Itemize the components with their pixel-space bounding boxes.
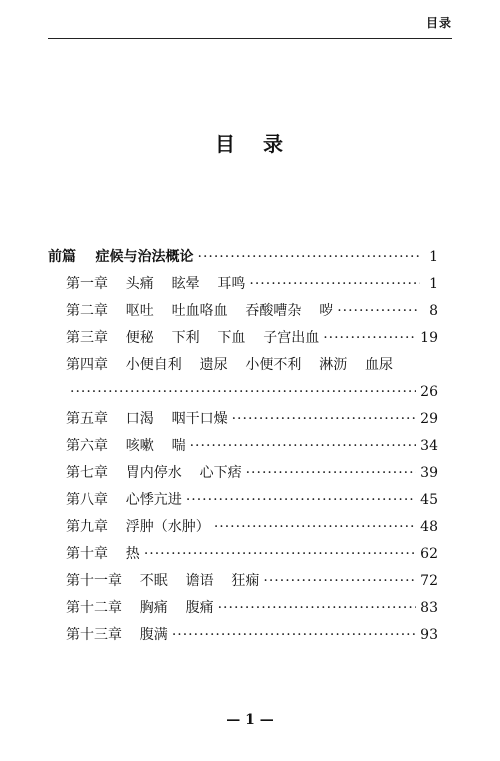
toc-entry-title: 第五章 口渴 咽干口燥 bbox=[66, 411, 228, 427]
toc-entry-title: 第十三章 腹满 bbox=[66, 627, 168, 643]
dot-leader bbox=[232, 410, 417, 428]
title-char-2: 录 bbox=[263, 132, 285, 156]
toc-entry-title: 前篇 症候与治法概论 bbox=[48, 249, 194, 265]
toc-entry-page: 29 bbox=[420, 411, 438, 427]
dot-leader bbox=[190, 437, 417, 455]
header-rule bbox=[48, 38, 452, 39]
toc-entry-page: 26 bbox=[420, 384, 438, 400]
toc-entry-page: 93 bbox=[420, 627, 438, 643]
toc-entry-title: 第二章 呕吐 吐血咯血 吞酸嘈杂 哕 bbox=[66, 303, 334, 319]
toc-entry-title: 第十一章 不眠 谵语 狂痫 bbox=[66, 573, 260, 589]
toc-entry-page: 1 bbox=[429, 249, 438, 265]
toc-entry-title: 第一章 头痛 眩晕 耳鸣 bbox=[66, 276, 246, 292]
toc-entry-page: 34 bbox=[420, 438, 438, 454]
toc-entry[interactable] bbox=[48, 518, 438, 545]
toc-entry-title: 第七章 胃内停水 心下痞 bbox=[66, 465, 242, 481]
toc-entry[interactable] bbox=[48, 329, 438, 356]
dot-leader bbox=[323, 329, 416, 347]
dot-leader bbox=[249, 275, 420, 293]
toc-entry-title: 第十章 热 bbox=[66, 546, 140, 562]
table-of-contents bbox=[48, 248, 438, 653]
toc-entry[interactable] bbox=[48, 275, 438, 302]
dot-leader bbox=[144, 545, 416, 563]
dot-leader bbox=[218, 599, 417, 617]
toc-entry[interactable] bbox=[48, 626, 438, 653]
toc-entry[interactable] bbox=[48, 356, 438, 383]
toc-entry-page: 39 bbox=[420, 465, 438, 481]
dot-leader bbox=[186, 491, 416, 509]
page-number: — 1 — bbox=[226, 712, 274, 728]
toc-entry[interactable] bbox=[48, 599, 438, 626]
toc-entry-title: 第三章 便秘 下利 下血 子宫出血 bbox=[66, 330, 320, 346]
toc-entry[interactable] bbox=[48, 410, 438, 437]
toc-entry-page: 1 bbox=[429, 276, 438, 292]
toc-entry[interactable] bbox=[48, 491, 438, 518]
title-char-1: 目 bbox=[215, 132, 237, 156]
toc-entry[interactable] bbox=[48, 572, 438, 599]
toc-entry-title: 第六章 咳嗽 喘 bbox=[66, 438, 186, 454]
toc-entry-page: 72 bbox=[420, 573, 438, 589]
toc-entry[interactable] bbox=[48, 464, 438, 491]
dot-leader bbox=[198, 248, 421, 266]
toc-entry-title: 第四章 小便自利 遗尿 小便不利 淋沥 血尿 bbox=[66, 357, 394, 373]
toc-entry-page: 62 bbox=[420, 546, 438, 562]
toc-entry-page: 8 bbox=[429, 303, 438, 319]
page-title bbox=[0, 128, 500, 157]
dot-leader bbox=[70, 383, 416, 401]
toc-entry[interactable] bbox=[48, 437, 438, 464]
toc-entry[interactable] bbox=[48, 248, 438, 275]
toc-entry[interactable] bbox=[48, 302, 438, 329]
toc-entry[interactable] bbox=[48, 545, 438, 572]
toc-entry-page: 19 bbox=[420, 330, 438, 346]
toc-entry-page: 48 bbox=[420, 519, 438, 535]
dot-leader bbox=[214, 518, 416, 536]
dot-leader bbox=[263, 572, 416, 590]
dot-leader bbox=[172, 626, 416, 644]
toc-entry-title: 第八章 心悸亢进 bbox=[66, 492, 182, 508]
toc-entry-title: 第九章 浮肿（水肿） bbox=[66, 519, 210, 535]
running-head: 目录 bbox=[425, 16, 452, 30]
toc-entry-page: 45 bbox=[420, 492, 438, 508]
toc-entry-page: 83 bbox=[420, 600, 438, 616]
toc-entry-title: 第十二章 胸痛 腹痛 bbox=[66, 600, 214, 616]
dot-leader bbox=[337, 302, 420, 320]
toc-entry[interactable] bbox=[48, 383, 438, 410]
dot-leader bbox=[246, 464, 417, 482]
